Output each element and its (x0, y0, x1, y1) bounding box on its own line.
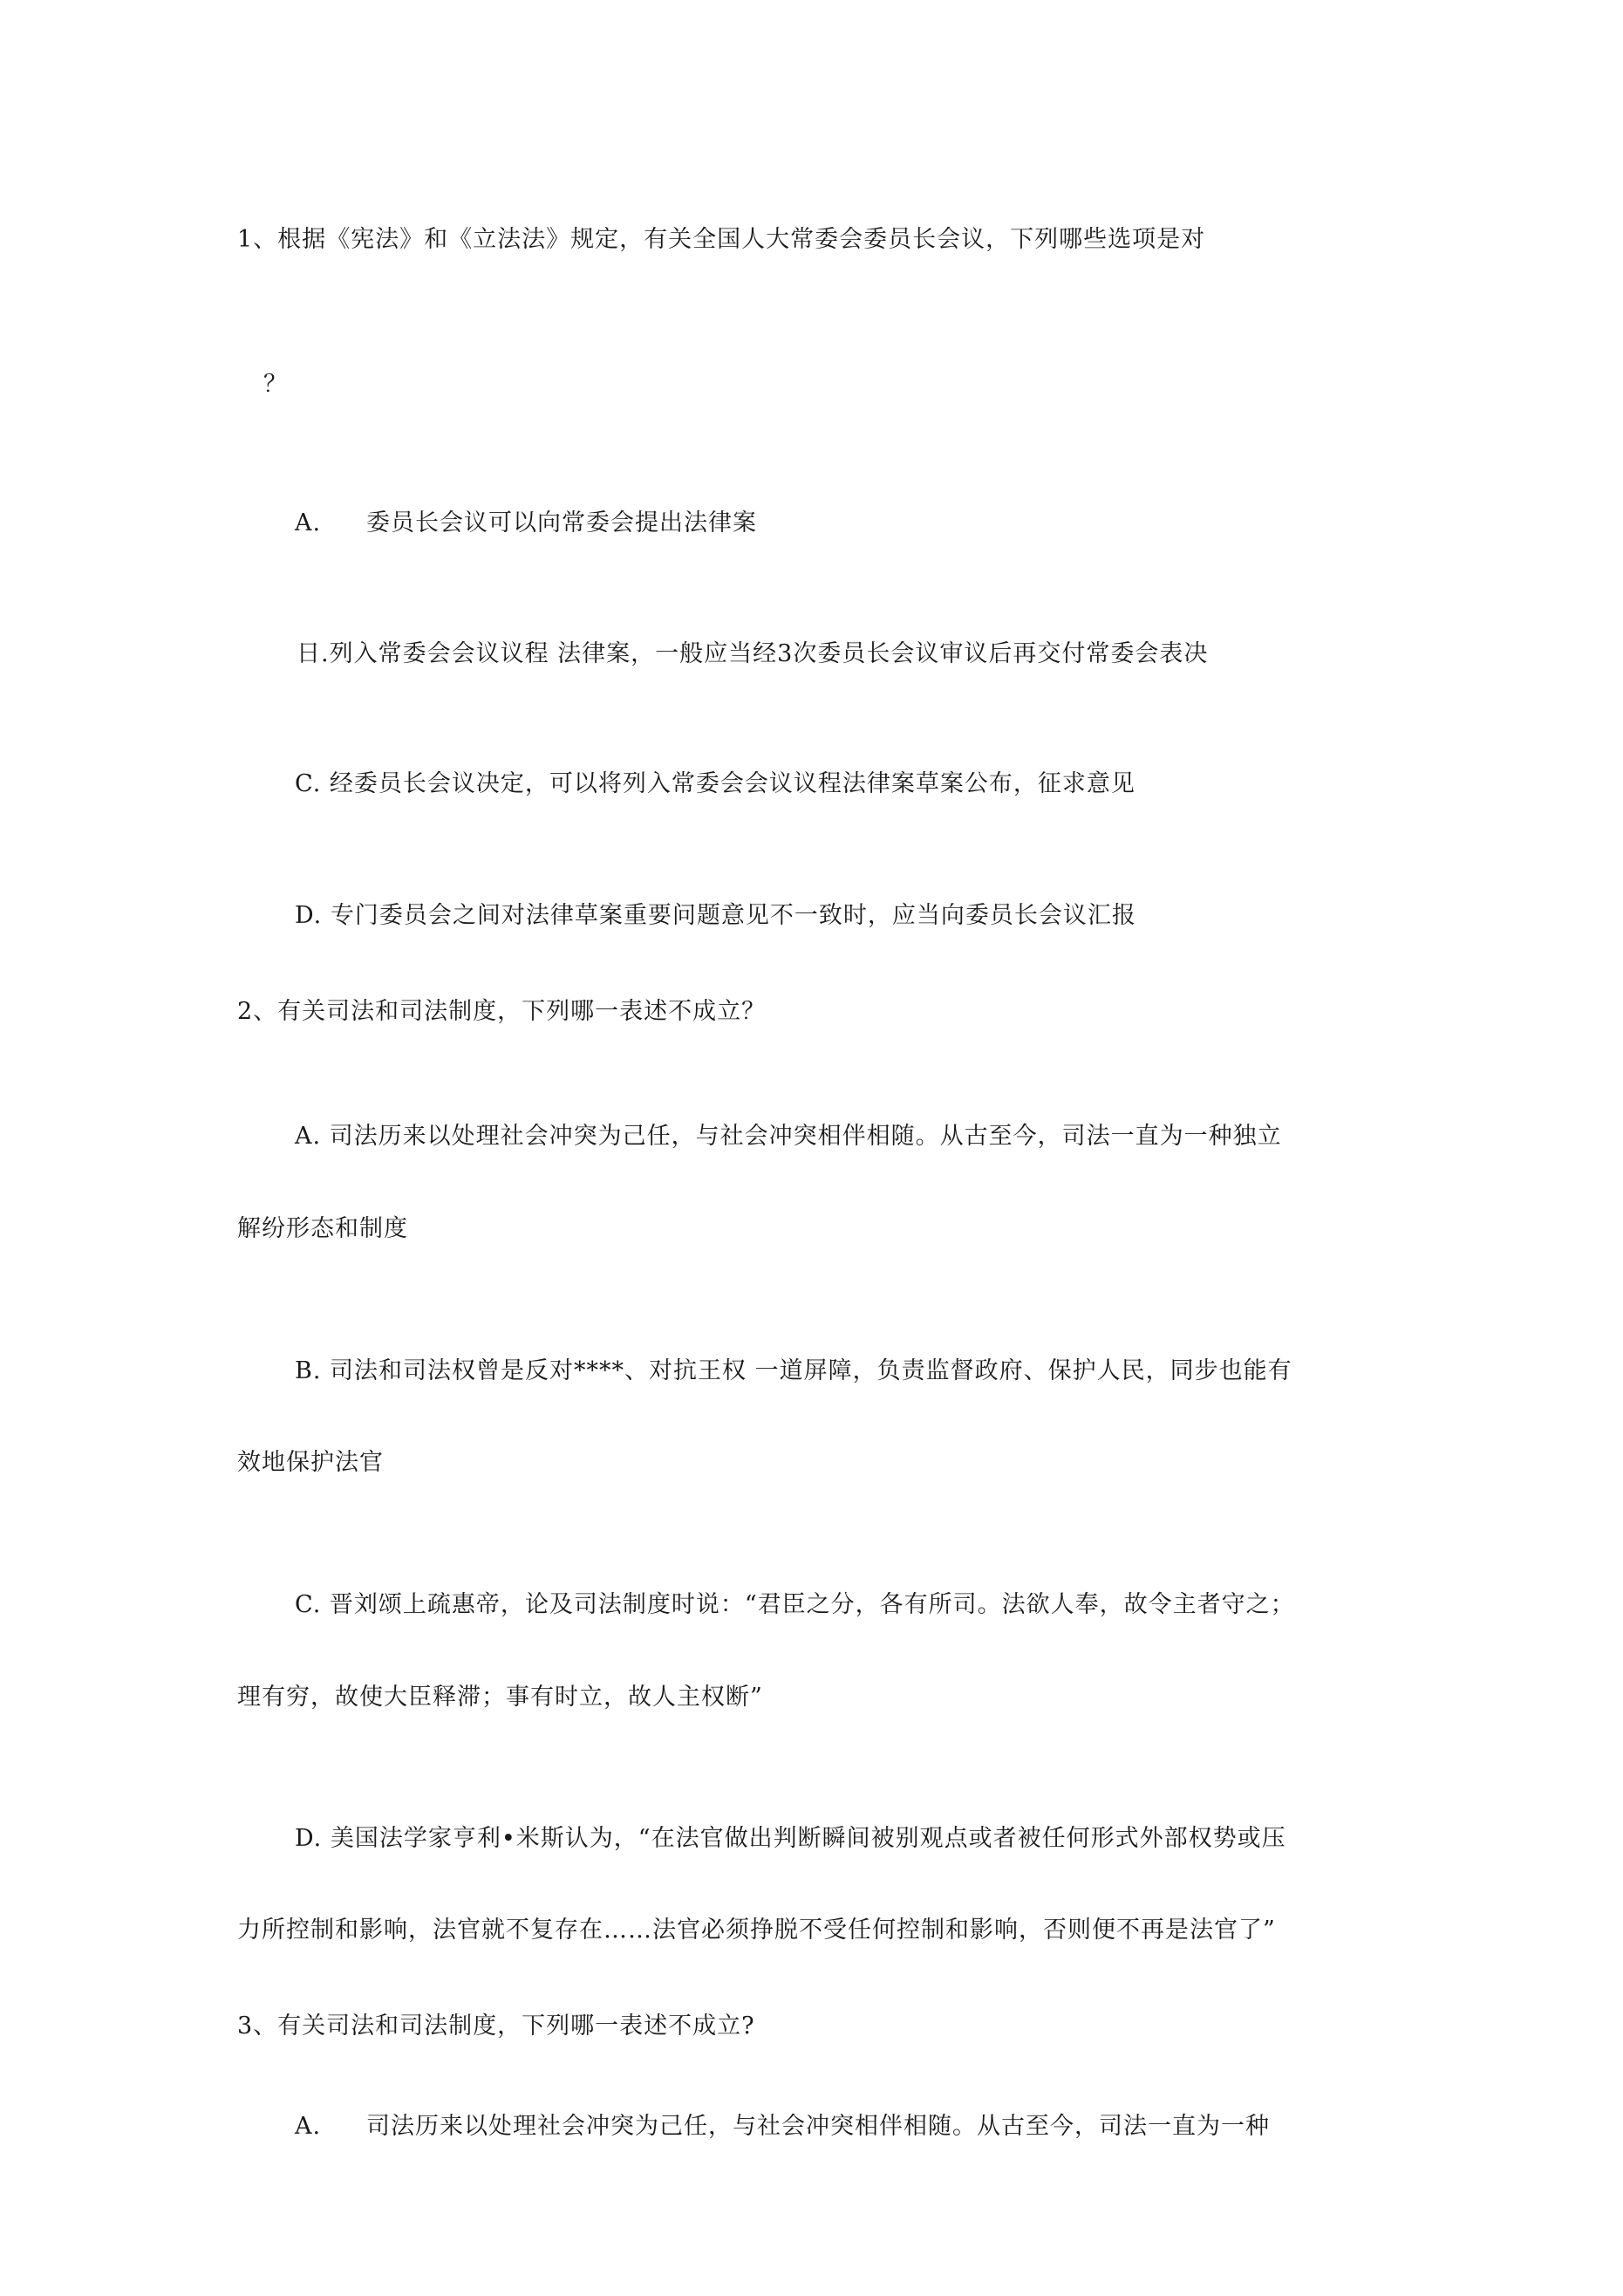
question-1-stem-mark: ？ (263, 371, 288, 398)
option-text: 专门委员会之间对法律草案重要问题意见不一致时，应当向委员长会议汇报 (330, 902, 1136, 929)
option-text-continuation: 理有穷，故使大臣释滞；事有时立，故人主权断” (237, 1684, 763, 1711)
question-3-option-a (295, 2112, 1270, 2142)
option-text-continuation: 解纷形态和制度 (237, 1215, 408, 1242)
option-text: 美国法学家亨利•米斯认为，“在法官做出判断瞬间被别观点或者被任何形式外部权势或压 (330, 1825, 1286, 1852)
option-text-continuation: 效地保护法官 (237, 1449, 384, 1476)
question-1-stem-continuation (263, 370, 288, 400)
option-text: 委员长会议可以向常委会提出法律案 (366, 509, 757, 536)
question-3-stem (237, 2012, 755, 2041)
question-2-option-c-continuation (237, 1683, 763, 1712)
question-2-stem (237, 997, 766, 1027)
option-text: 经委员长会议决定，可以将列入常委会会议议程法律案草案公布，征求意见 (329, 770, 1135, 797)
question-2-option-b-continuation (237, 1448, 384, 1478)
question-1-stem (237, 225, 1205, 255)
question-1-option-d (295, 901, 1136, 931)
question-1-stem-text: 1、根据《宪法》和《立法法》规定，有关全国人大常委会委员长会议，下列哪些选项是对 (237, 226, 1206, 253)
option-label: A. (295, 509, 322, 536)
question-2-option-d (295, 1824, 1286, 1854)
option-label: C. (295, 770, 322, 797)
option-label: D. (295, 1825, 323, 1852)
question-2-option-a-continuation (237, 1214, 408, 1244)
option-label: C. (295, 1591, 322, 1618)
option-text: 司法历来以处理社会冲突为己任，与社会冲突相伴相随。从古至今，司法一直为一种独立 (329, 1123, 1282, 1150)
option-text: 司法和司法权曾是反对****、对抗王权 一道屏障，负责监督政府、保护人民，同步也能有 (330, 1357, 1292, 1384)
option-text: 日.列入常委会会议议程 法律案，一般应当经3次委员长会议审议后再交付常委会表决 (297, 640, 1209, 667)
question-2-option-b (295, 1356, 1292, 1386)
question-2-option-a (295, 1122, 1282, 1151)
option-text: 司法历来以处理社会冲突为己任，与社会冲突相伴相随。从古至今，司法一直为一种 (366, 2113, 1270, 2140)
option-text: 晋刘颂上疏惠帝，论及司法制度时说：“君臣之分，各有所司。法欲人奉，故令主者守之； (329, 1591, 1295, 1618)
question-1-option-a (295, 509, 757, 538)
question-2-option-d-continuation (237, 1916, 1276, 1945)
option-label: D. (295, 902, 323, 929)
option-label: A. (295, 2113, 322, 2140)
question-1-option-c (295, 769, 1135, 799)
question-3-stem-text: 3、有关司法和司法制度，下列哪一表述不成立? (237, 2012, 755, 2040)
option-text-continuation: 力所控制和影响，法官就不复存在……法官必须挣脱不受任何控制和影响，否则便不再是法官了” (237, 1917, 1276, 1944)
option-label: A. (295, 1123, 322, 1150)
question-2-stem-text: 2、有关司法和司法制度，下列哪一表述不成立？ (237, 998, 767, 1025)
option-label: B. (295, 1357, 322, 1384)
question-2-option-c (295, 1590, 1295, 1620)
question-1-option-b (297, 639, 1208, 669)
